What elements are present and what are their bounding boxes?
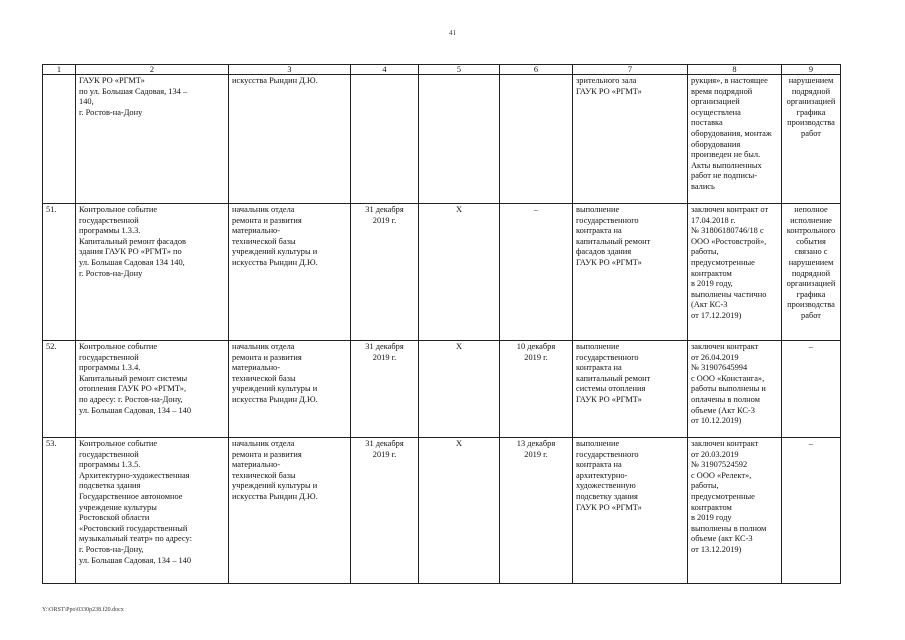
- table-row: [43, 75, 841, 204]
- cell-responsible: начальник отдела ремонта и развития материально- технической базы учреждений культуры и искусства Рындин Д.Ю.: [229, 341, 351, 438]
- cell-planned-date: 31 декабря 2019 г.: [351, 341, 419, 438]
- footer-file-path: Y:\ORST\Ppo\0330p238.f20.docx: [42, 607, 124, 613]
- cell-planned-date: [351, 75, 419, 204]
- report-table: [42, 64, 841, 584]
- cell-responsible: искусства Рындин Д.Ю.: [229, 75, 351, 204]
- cell-fact-date: Х: [419, 438, 500, 584]
- cell-execution-info: рукция», в настоящее время подрядной организацией осуществлена поставка оборудования, монтаж оборудования произведен не был. Акты выполненных работ не подписы- вались: [688, 75, 782, 204]
- cell-event: ГАУК РО «РГМТ» по ул. Большая Садовая, 134 – 140, г. Ростов-на-Дону: [76, 75, 229, 204]
- cell-event: Контрольное событие государственной программы 1.3.5. Архитектурно-художественная подсветка здания Государственное автономное учреждение культуры Ростовской области «Ростовский государственный музыкальный театр» по адресу: г. Ростов-на-Дону, ул. Большая Садовая, 134 – 140: [76, 438, 229, 584]
- cell-reason: неполное исполнение контрольного события связано с нарушением подрядной организацией графика производства работ: [782, 204, 841, 341]
- cell-result: выполнение государственного контракта на капитальный ремонт фасадов здания ГАУК РО «РГМТ»: [573, 204, 688, 341]
- cell-result: выполнение государственного контракта на архитектурно- художественную подсветку здания ГАУК РО «РГМТ»: [573, 438, 688, 584]
- cell-planned-date: 31 декабря 2019 г.: [351, 438, 419, 584]
- cell-event: Контрольное событие государственной программы 1.3.4. Капитальный ремонт системы отопления ГАУК РО «РГМТ», по адресу: г. Ростов-на-Дону, ул. Большая Садовая, 134 – 140: [76, 341, 229, 438]
- column-number: 7: [573, 65, 688, 75]
- table-row: [43, 438, 841, 584]
- table-row: [43, 341, 841, 438]
- cell-fact-date: [419, 75, 500, 204]
- cell-number: 52.: [43, 341, 76, 438]
- cell-event: Контрольное событие государственной программы 1.3.3. Капитальный ремонт фасадов здания ГАУК РО «РГМТ» по ул. Большая Садовая 134 140, г. Ростов-на-Дону: [76, 204, 229, 341]
- cell-number: [43, 75, 76, 204]
- column-number: 5: [419, 65, 500, 75]
- cell-reason: –: [782, 341, 841, 438]
- column-number: 4: [351, 65, 419, 75]
- cell-fact-date: Х: [419, 341, 500, 438]
- cell-completion-date: [500, 75, 573, 204]
- cell-execution-info: заключен контракт от 20.03.2019 № 31907524592 с ООО «Релект», работы, предусмотренные контрактом в 2019 году выполнены в полном объеме (акт КС-3 от 13.12.2019): [688, 438, 782, 584]
- cell-execution-info: заключен контракт от 26.04.2019 № 31907645994 с ООО «Констанга», работы выполнены и оплачены в полном объеме (Акт КС-3 от 10.12.2019): [688, 341, 782, 438]
- cell-fact-date: Х: [419, 204, 500, 341]
- cell-execution-info: заключен контракт от 17.04.2018 г. № 31806180746/18 с ООО «Ростовстрой», работы, предусмотренные контрактом в 2019 году, выполнены частично (Акт КС-3 от 17.12.2019): [688, 204, 782, 341]
- column-number: 1: [43, 65, 76, 75]
- cell-responsible: начальник отдела ремонта и развития материально- технической базы учреждений культуры и искусства Рындин Д.Ю.: [229, 204, 351, 341]
- cell-reason: нарушением подрядной организацией графика производства работ: [782, 75, 841, 204]
- cell-number: 51.: [43, 204, 76, 341]
- column-number: 6: [500, 65, 573, 75]
- column-number: 8: [688, 65, 782, 75]
- cell-planned-date: 31 декабря 2019 г.: [351, 204, 419, 341]
- cell-result: зрительного зала ГАУК РО «РГМТ»: [573, 75, 688, 204]
- cell-completion-date: 13 декабря 2019 г.: [500, 438, 573, 584]
- cell-result: выполнение государственного контракта на капитальный ремонт системы отопления ГАУК РО «РГМТ»: [573, 341, 688, 438]
- cell-completion-date: 10 декабря 2019 г.: [500, 341, 573, 438]
- cell-completion-date: –: [500, 204, 573, 341]
- cell-number: 53.: [43, 438, 76, 584]
- table-row: [43, 204, 841, 341]
- page-number: 41: [449, 29, 456, 37]
- column-number: 3: [229, 65, 351, 75]
- cell-responsible: начальник отдела ремонта и развития материально- технической базы учреждений культуры и искусства Рындин Д.Ю.: [229, 438, 351, 584]
- column-number-row: [43, 65, 841, 75]
- column-number: 9: [782, 65, 841, 75]
- cell-reason: –: [782, 438, 841, 584]
- column-number: 2: [76, 65, 229, 75]
